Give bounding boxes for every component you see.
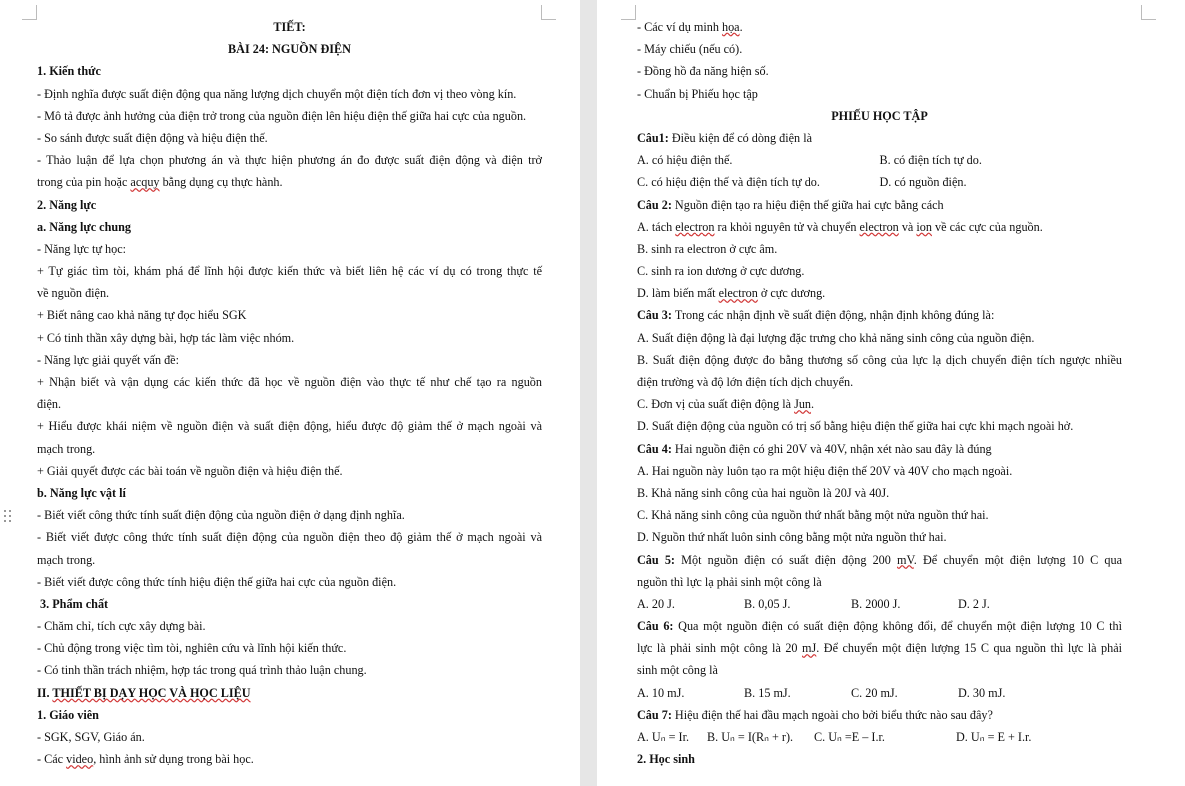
text-run: A. tách xyxy=(637,219,676,234)
question-label: Câu 2: xyxy=(637,197,675,212)
margin-corner-mark xyxy=(541,5,556,20)
text-run: II. xyxy=(37,685,53,700)
text-line: - Biết viết được công thức tính suất điện động của nguồn điện theo độ giảm thế ở mạch ngoài và xyxy=(37,530,542,545)
question-6 xyxy=(637,615,1122,637)
text-run: về các cực của nguồn. xyxy=(931,219,1043,234)
answer-option: B. sinh ra electron ở cực âm. xyxy=(637,241,778,256)
spell-error-word: mJ xyxy=(802,641,817,656)
left-text-column[interactable] xyxy=(37,16,542,770)
spell-error-word: Jun xyxy=(794,397,812,412)
text-run: . Để chuyển một điện lượng 15 C qua nguồn thì lực là phải xyxy=(816,641,1122,656)
question-label: Câu 3: xyxy=(637,308,675,323)
spell-error-word: họa xyxy=(721,20,740,34)
answer-option: A. 10 mJ. xyxy=(637,685,685,700)
text-line: + Có tinh thần xây dựng bài, hợp tác làm việc nhóm. xyxy=(37,330,295,345)
text-run: - Các ví dụ minh xyxy=(637,20,722,34)
answer-option xyxy=(637,282,1122,304)
answer-option: D. Suất điện động của nguồn có trị số bằng hiệu điện thế giữa hai cực khi mạch ngoài hở. xyxy=(637,419,1074,434)
answer-option: C. Khả năng sinh công của nguồn thứ nhất bằng một nửa nguồn thứ hai. xyxy=(637,508,989,523)
answer-option: C. có hiệu điện thế và điện tích tự do. xyxy=(637,175,820,190)
text-line: - Thảo luận để lựa chọn phương án và thực hiện phương án đo được suất điện động và điện trở xyxy=(37,153,542,168)
answer-option: D. 2 J. xyxy=(958,596,990,611)
text-run: . xyxy=(811,397,815,412)
answer-row xyxy=(637,149,1122,171)
text-run: , hình ảnh sử dụng trong bài học. xyxy=(93,752,254,767)
answer-option: D. Nguồn thứ nhất luôn sinh công bằng một nửa nguồn thứ hai. xyxy=(637,530,947,545)
question-text: Trong các nhận định về suất điện động, nhận định không đúng là: xyxy=(674,308,995,323)
heading-teacher: 1. Giáo viên xyxy=(37,707,99,722)
answer-row xyxy=(637,726,1122,748)
text-run: trong của pin hoặc xyxy=(37,175,131,190)
text-line: - Năng lực giải quyết vấn đề: xyxy=(37,352,179,367)
question-label: Câu 4: xyxy=(637,441,675,456)
text-line: mạch trong. xyxy=(37,441,96,456)
text-run: bằng dụng cụ thực hành. xyxy=(159,175,283,190)
answer-row xyxy=(637,593,1122,615)
answer-option: B. Suất điện động được đo bằng thương số công của lực lạ dịch chuyển điện tích ngược nhiều xyxy=(637,352,1122,367)
answer-option: D. có nguồn điện. xyxy=(879,175,967,190)
question-text: Hiệu điện thế hai đầu mạch ngoài cho bởi biểu thức nào sau đây? xyxy=(674,707,993,722)
text-line: - Máy chiếu (nếu có). xyxy=(637,42,743,57)
question-label: Câu 5: xyxy=(637,552,682,567)
answer-option: B. Khả năng sinh công của hai nguồn là 20J và 40J. xyxy=(637,485,890,500)
answer-option-continued: điện trường và độ lớn điện tích dịch chuyển. xyxy=(637,375,854,389)
answer-row xyxy=(637,171,1122,193)
answer-option: C. Uₙ =E – I.r. xyxy=(814,730,885,744)
text-run: Qua một nguồn điện có suất điện động không đổi, để chuyển một điện lượng 10 C thì xyxy=(678,619,1122,634)
text-run: . Để chuyển một điện lượng 10 C qua xyxy=(913,552,1123,567)
text-line: - Định nghĩa được suất điện động qua năng lượng dịch chuyển một điện tích đơn vị theo vòng kín. xyxy=(37,86,517,101)
text-line: - Chủ động trong việc tìm tòi, nghiên cứu và lĩnh hội kiến thức. xyxy=(37,641,347,656)
text-line: - So sánh được suất điện động và hiệu điện thế. xyxy=(37,130,268,145)
answer-option: A. Suất điện động là đại lượng đặc trưng cho khả năng sinh công của nguồn điện. xyxy=(637,330,1035,345)
answer-option: B. có điện tích tự do. xyxy=(879,153,982,168)
question-7 xyxy=(637,704,1122,726)
text-line: + Nhận biết và vận dụng các kiến thức đã học về nguồn điện vào thực tế như chế tạo ra nguồn xyxy=(37,375,542,389)
question-1 xyxy=(637,127,1122,149)
answer-option: B. Uₙ = I(Rₙ + r). xyxy=(707,730,794,744)
spell-error-word: ion xyxy=(916,219,932,234)
text-run: và xyxy=(898,219,917,234)
text-line xyxy=(37,171,542,193)
margin-corner-mark xyxy=(22,5,37,20)
worksheet-title: PHIẾU HỌC TẬP xyxy=(831,108,928,123)
answer-option: D. 30 mJ. xyxy=(958,685,1006,700)
answer-option: A. Uₙ = Ir. xyxy=(637,730,690,744)
question-text: Hai nguồn điện có ghi 20V và 40V, nhận xét nào sau đây là đúng xyxy=(674,441,992,456)
drag-handle-icon[interactable] xyxy=(4,510,12,524)
text-line: điện. xyxy=(37,397,62,412)
heading-competence: 2. Năng lực xyxy=(37,197,97,212)
answer-option: B. 2000 J. xyxy=(851,596,901,611)
margin-corner-mark xyxy=(1141,5,1156,20)
text-line: - Chăm chỉ, tích cực xây dựng bài. xyxy=(37,619,206,634)
answer-option: A. có hiệu điện thế. xyxy=(637,153,733,168)
answer-option: C. 20 mJ. xyxy=(851,685,898,700)
spell-error-word: mV xyxy=(897,552,914,567)
spell-error-word: acquy xyxy=(130,175,160,190)
text-line: + Giải quyết được các bài toán về nguồn điện và hiệu điện thế. xyxy=(37,463,343,478)
question-text: Điều kiện để có dòng điện là xyxy=(671,130,812,145)
answer-option xyxy=(637,216,1122,238)
text-line: mạch trong. xyxy=(37,552,96,567)
text-line: - Biết viết công thức tính suất điện động của nguồn điện ở dạng định nghĩa. xyxy=(37,508,405,523)
text-run: - Các xyxy=(37,752,67,767)
heading-physics-competence: b. Năng lực vật lí xyxy=(37,485,126,500)
spell-error-word: electron xyxy=(859,219,899,234)
text-run: D. làm biến mất xyxy=(637,286,719,301)
question-3 xyxy=(637,304,1122,326)
text-line: - Mô tả được ảnh hưởng của điện trở trong của nguồn điện lên hiệu điện thế giữa hai cực của nguồn. xyxy=(37,108,527,123)
answer-option xyxy=(637,393,1122,415)
text-line: - Đồng hồ đa năng hiện số. xyxy=(637,64,769,79)
spell-error-word: video xyxy=(66,752,94,767)
answer-option: D. Uₙ = E + I.r. xyxy=(956,730,1032,744)
answer-option: B. 15 mJ. xyxy=(744,685,791,700)
answer-option: C. sinh ra ion dương ở cực dương. xyxy=(637,264,805,279)
question-text: Nguồn điện tạo ra hiệu điện thế giữa hai cực bằng cách xyxy=(674,197,944,212)
answer-option: B. 0,05 J. xyxy=(744,596,791,611)
text-run: Một nguồn điện có suất điện động 200 xyxy=(681,552,898,567)
text-line: + Hiểu được khái niệm về nguồn điện và suất điện động, hiểu được độ giảm thế ở mạch ngoài và xyxy=(37,419,542,434)
right-text-column[interactable] xyxy=(637,16,1122,770)
text-run: lực là phải sinh một công là 20 xyxy=(637,641,803,656)
heading-knowledge: 1. Kiến thức xyxy=(37,64,101,79)
question-label: Câu1: xyxy=(637,130,672,145)
question-text-continued: nguồn thì lực lạ phải sinh một công là xyxy=(637,574,822,589)
margin-corner-mark xyxy=(621,5,636,20)
text-run: . xyxy=(739,20,743,34)
document-page-right[interactable] xyxy=(597,0,1185,786)
text-line: - Chuẩn bị Phiếu học tập xyxy=(637,86,758,101)
text-line xyxy=(37,748,542,770)
text-line: + Biết nâng cao khả năng tự đọc hiểu SGK xyxy=(37,308,247,323)
text-line: về nguồn điện. xyxy=(37,286,110,301)
question-4 xyxy=(637,438,1122,460)
text-line: + Tự giác tìm tòi, khám phá để lĩnh hội được kiến thức và biết liên hệ các ví dụ có trong thực tế xyxy=(37,264,542,279)
spell-error-word: THIẾT BỊ DẠY HỌC VÀ HỌC LIỆU xyxy=(52,685,251,700)
question-5 xyxy=(637,549,1122,571)
heading-student: 2. Học sinh xyxy=(637,752,695,767)
text-run: ở cực dương. xyxy=(757,286,826,301)
spell-error-word: electron xyxy=(718,286,758,301)
question-text-continued xyxy=(637,637,1122,659)
text-run: ra khỏi nguyên tử và chuyển xyxy=(714,219,860,234)
question-2 xyxy=(637,194,1122,216)
lesson-title: BÀI 24: NGUỒN ĐIỆN xyxy=(228,42,351,57)
answer-row xyxy=(637,682,1122,704)
heading-general-competence: a. Năng lực chung xyxy=(37,219,131,234)
heading-qualities: 3. Phẩm chất xyxy=(37,596,109,611)
question-text-continued: sinh một công là xyxy=(637,663,718,678)
text-line: - Năng lực tự học: xyxy=(37,241,127,256)
text-line: - Biết viết được công thức tính hiệu điện thế giữa hai cực của nguồn điện. xyxy=(37,574,397,589)
spell-error-word: electron xyxy=(675,219,715,234)
text-line: - Có tinh thần trách nhiệm, hợp tác trong quá trình thảo luận chung. xyxy=(37,663,367,678)
answer-option: A. 20 J. xyxy=(637,596,675,611)
lesson-label: TIẾT: xyxy=(273,20,306,34)
text-run: C. Đơn vị của suất điện động là xyxy=(637,397,795,412)
text-line xyxy=(637,16,1122,38)
question-label: Câu 7: xyxy=(637,707,675,722)
question-label: Câu 6: xyxy=(637,619,679,634)
document-page-left[interactable] xyxy=(0,0,580,786)
answer-option: A. Hai nguồn này luôn tạo ra một hiệu điện thế 20V và 40V cho mạch ngoài. xyxy=(637,463,1013,478)
text-line: - SGK, SGV, Giáo án. xyxy=(37,730,145,744)
heading-equipment xyxy=(37,682,542,704)
